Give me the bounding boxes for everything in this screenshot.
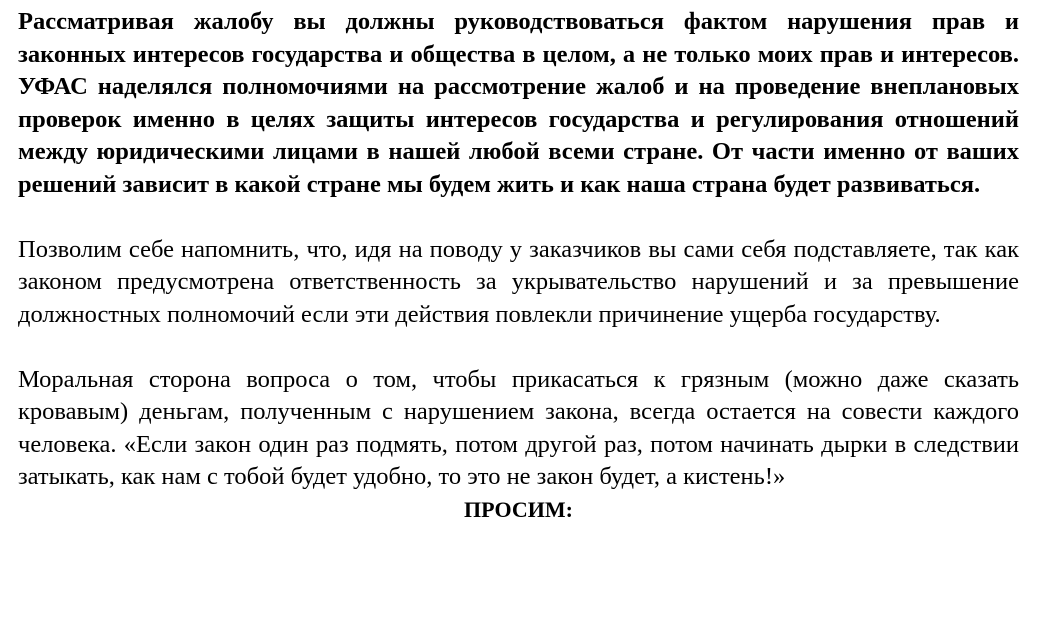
paragraph-complaint-duty: Рассматривая жалобу вы должны руководствоваться фактом нарушения прав и законных интересов государства и общества в целом, а не только моих прав и интересов. УФАС наделялся полномочиями на рассмотрение жалоб и на проведение внеплановых проверок именно в целях защиты интересов государства и регулирования отношений между юридическими лицами в нашей любой всеми стране. От части именно от ваших решений зависит в какой стране мы будем жить и как наша страна будет развиваться. — [18, 8, 1019, 198]
document-page — [18, 6, 1019, 524]
paragraph-gap — [18, 201, 1019, 234]
paragraph-responsibility-reminder: Позволим себе напомнить, что, идя на поводу у заказчиков вы сами себя подставляете, так как законом предусмотрена ответственность за укрывательство нарушений и за превышение должностных полномочий если эти действия повлекли причинение ущерба государству. — [18, 235, 1019, 328]
paragraph-gap — [18, 331, 1019, 364]
paragraph-moral-side: Моральная сторона вопроса о том, чтобы прикасаться к грязным (можно даже сказать кровавым) деньгам, полученным с нарушением закона, всегда остается на совести каждого человека. «Если закон один раз подмять, потом другой раз, потом начинать дырки в следствии затыкать, как нам с тобой будет удобно, то это не закон будет, а кистень!» — [18, 365, 1019, 490]
request-heading: ПРОСИМ: — [464, 496, 573, 522]
